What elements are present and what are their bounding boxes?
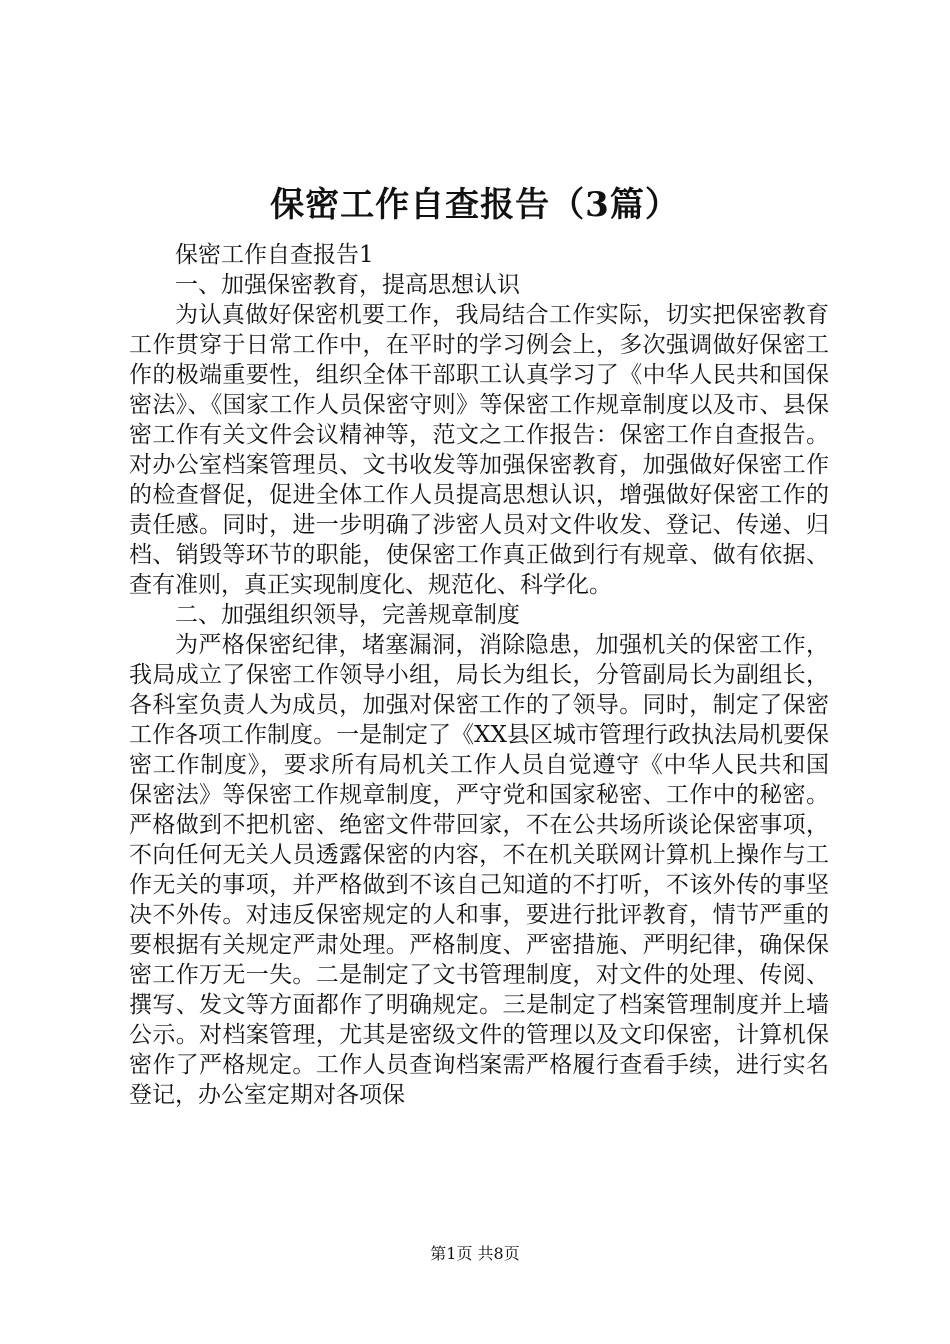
section-2-paragraph: 为严格保密纪律，堵塞漏洞，消除隐患，加强机关的保密工作，我局成立了保密工作领导小组，局长为组长，分管副局长为副组长，各科室负责人为成员，加强对保密工作的了领导。同时，制定了保密工作各项工作制度。一是制定了《XX县区城市管理行政执法局机要保密工作制度》，要求所有局机关工作人员自觉遵守《中华人民共和国保密法》等保密工作规章制度，严守党和国家秘密、工作中的秘密。严格做到不把机密、绝密文件带回家，不在公共场所谈论保密事项，不向任何无关人员透露保密的内容，不在机关联网计算机上操作与工作无关的事项，并严格做到不该自己知道的不打听，不该外传的事坚决不外传。对违反保密规定的人和事，要进行批评教育，情节严重的要根据有关规定严肃处理。严格制度、严密措施、严明纪律，确保保密工作万无一失。二是制定了文书管理制度，对文件的处理、传阅、撰写、发文等方面都作了明确规定。三是制定了档案管理制度并上墙公示。对档案管理，尤其是密级文件的管理以及文印保密，计算机保密作了严格规定。工作人员查询档案需严格履行查看手续，进行实名登记，办公室定期对各项保 [129,632,829,1108]
section-2-heading: 二、加强组织领导，完善规章制度 [175,602,520,628]
page-footer [0,1243,950,1265]
section-1-paragraph: 为认真做好保密机要工作，我局结合工作实际，切实把保密教育工作贯穿于日常工作中，在平时的学习例会上，多次强调做好保密工作的极端重要性，组织全体干部职工认真学习了《中华人民共和国保密法》、《国家工作人员保密守则》等保密工作规章制度以及市、县保密工作有关文件会议精神等，范文之工作报告：保密工作自查报告。对办公室档案管理员、文书收发等加强保密教育，加强做好保密工作的检查督促，促进全体工作人员提高思想认识，增强做好保密工作的责任感。同时，进一步明确了涉密人员对文件收发、登记、传递、归档、销毁等环节的职能，使保密工作真正做到行有规章、做有依据、查有准则，真正实现制度化、规范化、科学化。 [129,302,829,598]
document-title: 保密工作自查报告（3篇） [270,185,680,225]
section-1-heading: 一、加强保密教育，提高思想认识 [175,272,520,298]
page-indicator: 第1页 共8页 [430,1244,520,1263]
document-body [129,240,829,1110]
report-subtitle: 保密工作自查报告1 [175,242,374,268]
